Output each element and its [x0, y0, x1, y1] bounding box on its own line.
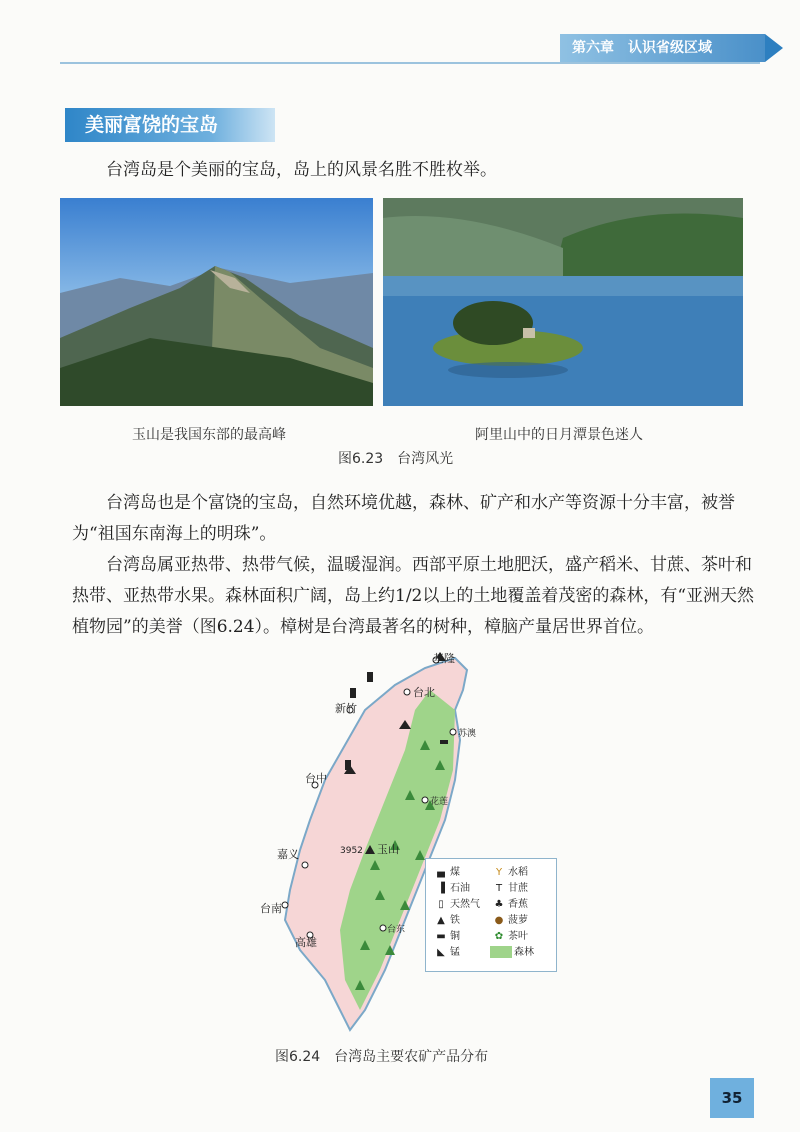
legend-copper: ▬ 铜 — [432, 929, 480, 945]
map-legend — [425, 858, 557, 972]
yushan-caption: 玉山是我国东部的最高峰 — [132, 427, 286, 443]
chapter-title: 认识省级区域 — [628, 40, 712, 56]
sun-moon-lake-caption: 阿里山中的日月潭景色迷人 — [475, 427, 643, 443]
label-suao: 苏澳 — [458, 729, 477, 739]
legend-sugarcane: T 甘蔗 — [490, 881, 534, 897]
label-taitung: 台东 — [387, 925, 406, 935]
label-kaohsiung: 高雄 — [295, 936, 317, 949]
sun-moon-lake-photo — [383, 198, 743, 406]
legend-coal: ▄ 煤 — [432, 865, 480, 881]
banana-icon: ♣ — [494, 899, 504, 910]
chapter-tab — [560, 34, 765, 62]
gas-icon: ▯ — [438, 899, 444, 910]
page-number: 35 — [710, 1078, 754, 1118]
label-yushan-height: 3952 — [340, 846, 363, 856]
oil-icon: ▐ — [437, 883, 445, 894]
legend-tea: ✿ 茶叶 — [490, 929, 534, 945]
intro-paragraph — [72, 155, 762, 186]
body-paragraphs — [72, 488, 762, 643]
figure-6-24-caption: 图6.24 台湾岛主要农矿产品分布 — [275, 1049, 489, 1065]
chapter-number: 第六章 — [572, 40, 614, 56]
copper-icon: ▬ — [436, 931, 446, 942]
rice-icon: Y — [495, 867, 503, 878]
paragraph-climate: 台湾岛属亚热带、热带气候，温暖湿润。西部平原土地肥沃，盛产稻米、甘蔗、茶叶和热带、亚热带水果。森林面积广阔，岛上约1/2以上的土地覆盖着茂密的森林，有“亚洲天然植物园”的美誉（图6.24）。樟树是台湾最著名的树种，樟脑产量居世界首位。 — [72, 555, 755, 637]
label-chiayi: 嘉义 — [277, 848, 299, 861]
legend-forest: 森林 — [490, 945, 534, 961]
intro-text: 台湾岛是个美丽的宝岛，岛上的风景名胜不胜枚举。 — [106, 160, 497, 180]
legend-manganese: ◣ 锰 — [432, 945, 480, 961]
yushan-photo — [60, 198, 373, 406]
label-taipei: 台北 — [413, 686, 435, 699]
label-yushan: 玉山 — [377, 843, 399, 856]
figure-6-23-caption: 图6.23 台湾风光 — [338, 451, 454, 467]
label-taichung: 台中 — [305, 772, 327, 785]
legend-banana: ♣ 香蕉 — [490, 897, 534, 913]
tea-icon: ✿ — [494, 931, 504, 942]
paragraph-resources: 台湾岛也是个富饶的宝岛，自然环境优越，森林、矿产和水产等资源十分丰富，被誉为“祖国东南海上的明珠”。 — [72, 493, 735, 544]
chapter-arrow-icon — [765, 34, 783, 62]
sugarcane-icon: T — [495, 883, 503, 894]
taiwan-map — [255, 650, 565, 1035]
forest-icon — [490, 946, 512, 958]
coal-icon: ▄ — [437, 867, 445, 878]
pineapple-icon: ● — [494, 915, 504, 926]
legend-iron: ▲ 铁 — [432, 913, 480, 929]
label-keelung: 基隆 — [433, 652, 455, 665]
legend-gas: ▯ 天然气 — [432, 897, 480, 913]
label-tainan: 台南 — [260, 902, 282, 915]
label-hsinchu: 新竹 — [335, 702, 357, 715]
legend-pineapple: ● 菠萝 — [490, 913, 534, 929]
label-hualien: 花莲 — [430, 797, 449, 807]
iron-icon: ▲ — [437, 915, 445, 926]
manganese-icon: ◣ — [437, 947, 445, 958]
legend-rice: Y 水稻 — [490, 865, 534, 881]
header-rule — [60, 62, 760, 64]
legend-oil: ▐ 石油 — [432, 881, 480, 897]
section-title: 美丽富饶的宝岛 — [65, 108, 275, 142]
